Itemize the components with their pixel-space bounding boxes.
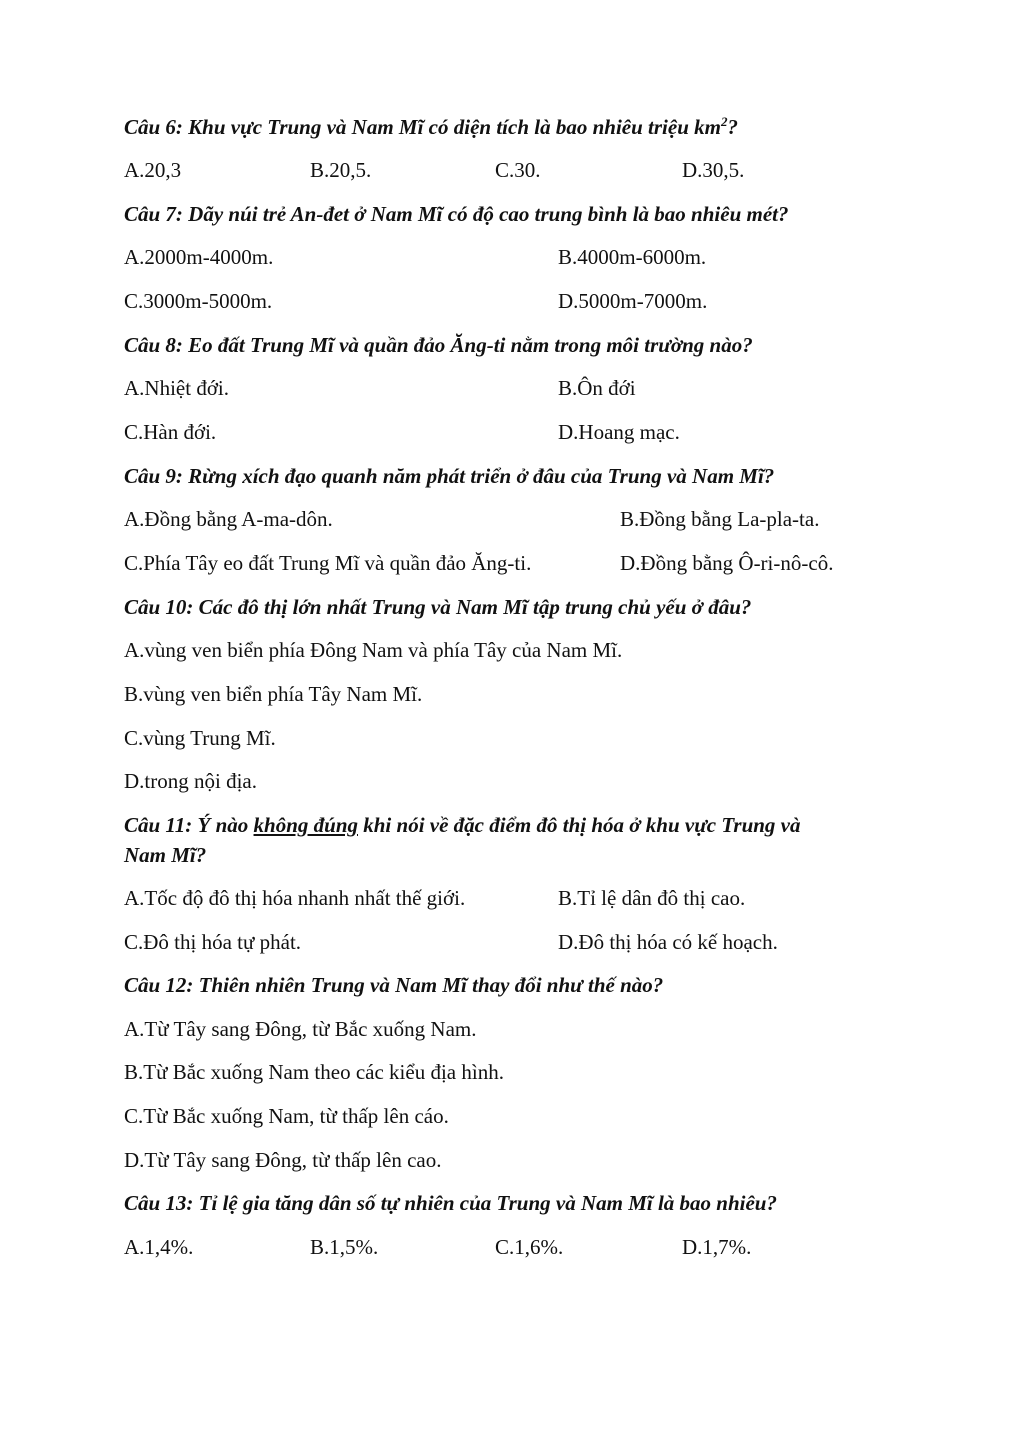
q12-option-b: B.Từ Bắc xuống Nam theo các kiểu địa hình. (124, 1060, 504, 1084)
q12-option-a: A.Từ Tây sang Đông, từ Bắc xuống Nam. (124, 1017, 477, 1041)
question-6-text: Câu 6: Khu vực Trung và Nam Mĩ có diện tích là bao nhiêu triệu km (124, 115, 721, 139)
question-13-title: Câu 13: Tỉ lệ gia tăng dân số tự nhiên của Trung và Nam Mĩ là bao nhiêu? (124, 1191, 777, 1215)
q11-option-b: B.Tỉ lệ dân đô thị cao. (558, 886, 746, 910)
q13-option-c: C.1,6%. (495, 1235, 564, 1259)
q7-option-b: B.4000m-6000m. (558, 245, 707, 269)
q11-option-d: D.Đô thị hóa có kế hoạch. (558, 930, 778, 954)
q7-option-c: C.3000m-5000m. (124, 289, 273, 313)
question-9-title: Câu 9: Rừng xích đạo quanh năm phát triển ở đâu của Trung và Nam Mĩ? (124, 464, 775, 488)
q6-option-b: B.20,5. (310, 158, 372, 182)
question-6-superscript: 2 (720, 114, 728, 129)
q10-option-d: D.trong nội địa. (124, 769, 257, 793)
q9-option-a: A.Đồng bằng A-ma-dôn. (124, 507, 333, 531)
question-11-underlined: không đúng (253, 813, 358, 837)
question-11-title (124, 812, 801, 838)
question-11-title-line2: Nam Mĩ? (124, 843, 207, 867)
q8-option-d: D.Hoang mạc. (558, 420, 680, 444)
q10-option-b: B.vùng ven biển phía Tây Nam Mĩ. (124, 682, 423, 706)
q13-option-b: B.1,5%. (310, 1235, 379, 1259)
q9-option-c: C.Phía Tây eo đất Trung Mĩ và quần đảo Ăng-ti. (124, 551, 532, 575)
q12-option-d: D.Từ Tây sang Đông, từ thấp lên cao. (124, 1148, 442, 1172)
q13-option-d: D.1,7%. (682, 1235, 752, 1259)
question-6-end: ? (727, 115, 738, 139)
q9-option-b: B.Đồng bằng La-pla-ta. (620, 507, 820, 531)
question-12-title: Câu 12: Thiên nhiên Trung và Nam Mĩ thay đổi như thế nào? (124, 973, 664, 997)
question-11-text-post: khi nói về đặc điểm đô thị hóa ở khu vực Trung và (358, 813, 801, 837)
q11-option-c: C.Đô thị hóa tự phát. (124, 930, 302, 954)
q8-option-b: B.Ôn đới (558, 376, 636, 400)
q8-option-a: A.Nhiệt đới. (124, 376, 230, 400)
question-8-title: Câu 8: Eo đất Trung Mĩ và quần đảo Ăng-ti nằm trong môi trường nào? (124, 333, 753, 357)
q6-option-a: A.20,3 (124, 158, 182, 182)
q13-option-a: A.1,4%. (124, 1235, 194, 1259)
question-6-title (124, 114, 738, 140)
q6-option-d: D.30,5. (682, 158, 745, 182)
question-11-text-pre: Câu 11: Ý nào (124, 813, 254, 837)
question-10-title: Câu 10: Các đô thị lớn nhất Trung và Nam Mĩ tập trung chủ yếu ở đâu? (124, 595, 752, 619)
q9-option-d: D.Đồng bằng Ô-ri-nô-cô. (620, 551, 834, 575)
q11-option-a: A.Tốc độ đô thị hóa nhanh nhất thế giới. (124, 886, 466, 910)
q10-option-c: C.vùng Trung Mĩ. (124, 726, 276, 750)
q6-option-c: C.30. (495, 158, 541, 182)
q12-option-c: C.Từ Bắc xuống Nam, từ thấp lên cáo. (124, 1104, 449, 1128)
q7-option-d: D.5000m-7000m. (558, 289, 708, 313)
q8-option-c: C.Hàn đới. (124, 420, 217, 444)
q10-option-a: A.vùng ven biển phía Đông Nam và phía Tây của Nam Mĩ. (124, 638, 623, 662)
q7-option-a: A.2000m-4000m. (124, 245, 274, 269)
question-7-title: Câu 7: Dãy núi trẻ An-đet ở Nam Mĩ có độ cao trung bình là bao nhiêu mét? (124, 202, 789, 226)
